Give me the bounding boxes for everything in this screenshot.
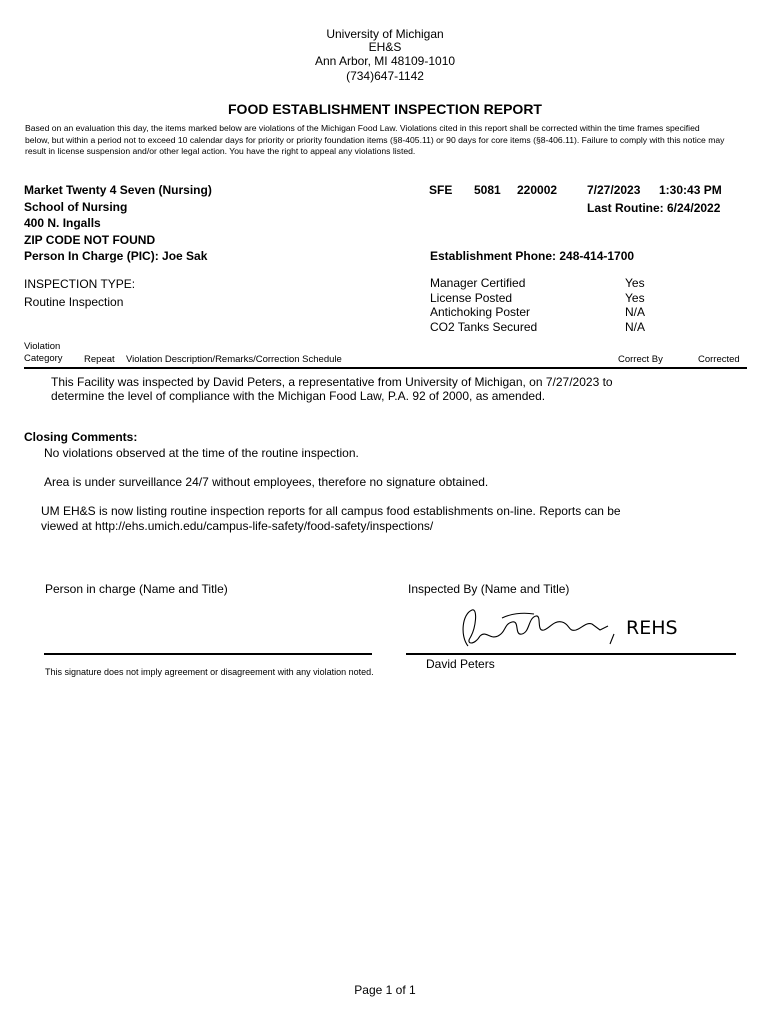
inspector-signature-line: [406, 653, 736, 655]
person-in-charge: Person In Charge (PIC): Joe Sak: [24, 249, 208, 263]
inspector-name: David Peters: [426, 657, 495, 671]
column-correct-by: Correct By: [618, 354, 663, 365]
signature-disclaimer: This signature does not imply agreement or disagreement with any violation noted.: [45, 667, 374, 677]
establishment-zip: ZIP CODE NOT FOUND: [24, 233, 156, 247]
check-value: N/A: [625, 320, 646, 334]
id-number-1: 5081: [474, 183, 501, 197]
column-violation: Violation: [24, 341, 61, 352]
inspector-signature: [450, 606, 700, 652]
inspection-time: 1:30:43 PM: [659, 183, 722, 197]
check-value: Yes: [625, 291, 645, 305]
last-routine: Last Routine: 6/24/2022: [587, 201, 721, 215]
inspection-date: 7/27/2023: [587, 183, 641, 197]
org-address: Ann Arbor, MI 48109-1010: [314, 54, 456, 68]
closing-comment: UM EH&S is now listing routine inspection reports for all campus food establishments on-line. Reports can be: [41, 504, 621, 518]
facility-statement-line1: This Facility was inspected by David Peters, a representative from University of Michigan, on 7/27/2023 to: [51, 375, 613, 389]
facility-statement-line2: determine the level of compliance with the Michigan Food Law, P.A. 92 of 2000, as amended.: [51, 389, 546, 403]
column-repeat: Repeat: [84, 354, 115, 365]
intro-paragraph: Based on an evaluation this day, the items marked below are violations of the Michigan Food Law. Violations cited in this report shall be corrected within the time frames specified below, but within a period not to exceed 10 calendar days for priority or priority foundation items (§8-405.11) or 90 days for core items (§8-406.11). Failure to comply with this notice may result in license suspension and/or other legal action. You have the right to appeal any violations listed.: [25, 123, 725, 156]
check-label: License Posted: [430, 291, 513, 305]
establishment-street: 400 N. Ingalls: [24, 216, 101, 230]
column-category: Category: [24, 353, 63, 364]
closing-comment: viewed at http://ehs.umich.edu/campus-life-safety/food-safety/inspections/: [41, 519, 434, 533]
signature-credential: REHS: [626, 617, 678, 639]
header-divider: [24, 367, 747, 369]
report-title: FOOD ESTABLISHMENT INSPECTION REPORT: [228, 101, 542, 117]
closing-comment: Area is under surveillance 24/7 without employees, therefore no signature obtained.: [44, 475, 489, 489]
establishment-school: School of Nursing: [24, 200, 128, 214]
pic-signature-label: Person in charge (Name and Title): [45, 582, 228, 596]
establishment-name: Market Twenty 4 Seven (Nursing): [24, 183, 212, 197]
column-corrected: Corrected: [698, 354, 740, 365]
column-description: Violation Description/Remarks/Correction Schedule: [126, 354, 342, 365]
id-number-2: 220002: [517, 183, 558, 197]
inspection-type-value: Routine Inspection: [24, 295, 124, 309]
check-label: Antichoking Poster: [430, 305, 531, 319]
closing-comment: No violations observed at the time of the routine inspection.: [44, 446, 359, 460]
org-name: University of Michigan: [326, 27, 444, 41]
inspector-signature-label: Inspected By (Name and Title): [408, 582, 570, 596]
page-number: Page 1 of 1: [354, 983, 416, 997]
check-value: Yes: [625, 276, 645, 290]
department: EH&S: [368, 40, 402, 54]
check-value: N/A: [625, 305, 646, 319]
check-label: CO2 Tanks Secured: [430, 320, 538, 334]
org-phone: (734)647-1142: [346, 69, 424, 83]
establishment-phone: Establishment Phone: 248-414-1700: [430, 249, 635, 263]
establishment-type: SFE: [429, 183, 453, 197]
check-label: Manager Certified: [430, 276, 526, 290]
inspection-type-label: INSPECTION TYPE:: [24, 277, 136, 291]
pic-signature-line: [44, 653, 372, 655]
closing-comments-heading: Closing Comments:: [24, 430, 138, 444]
